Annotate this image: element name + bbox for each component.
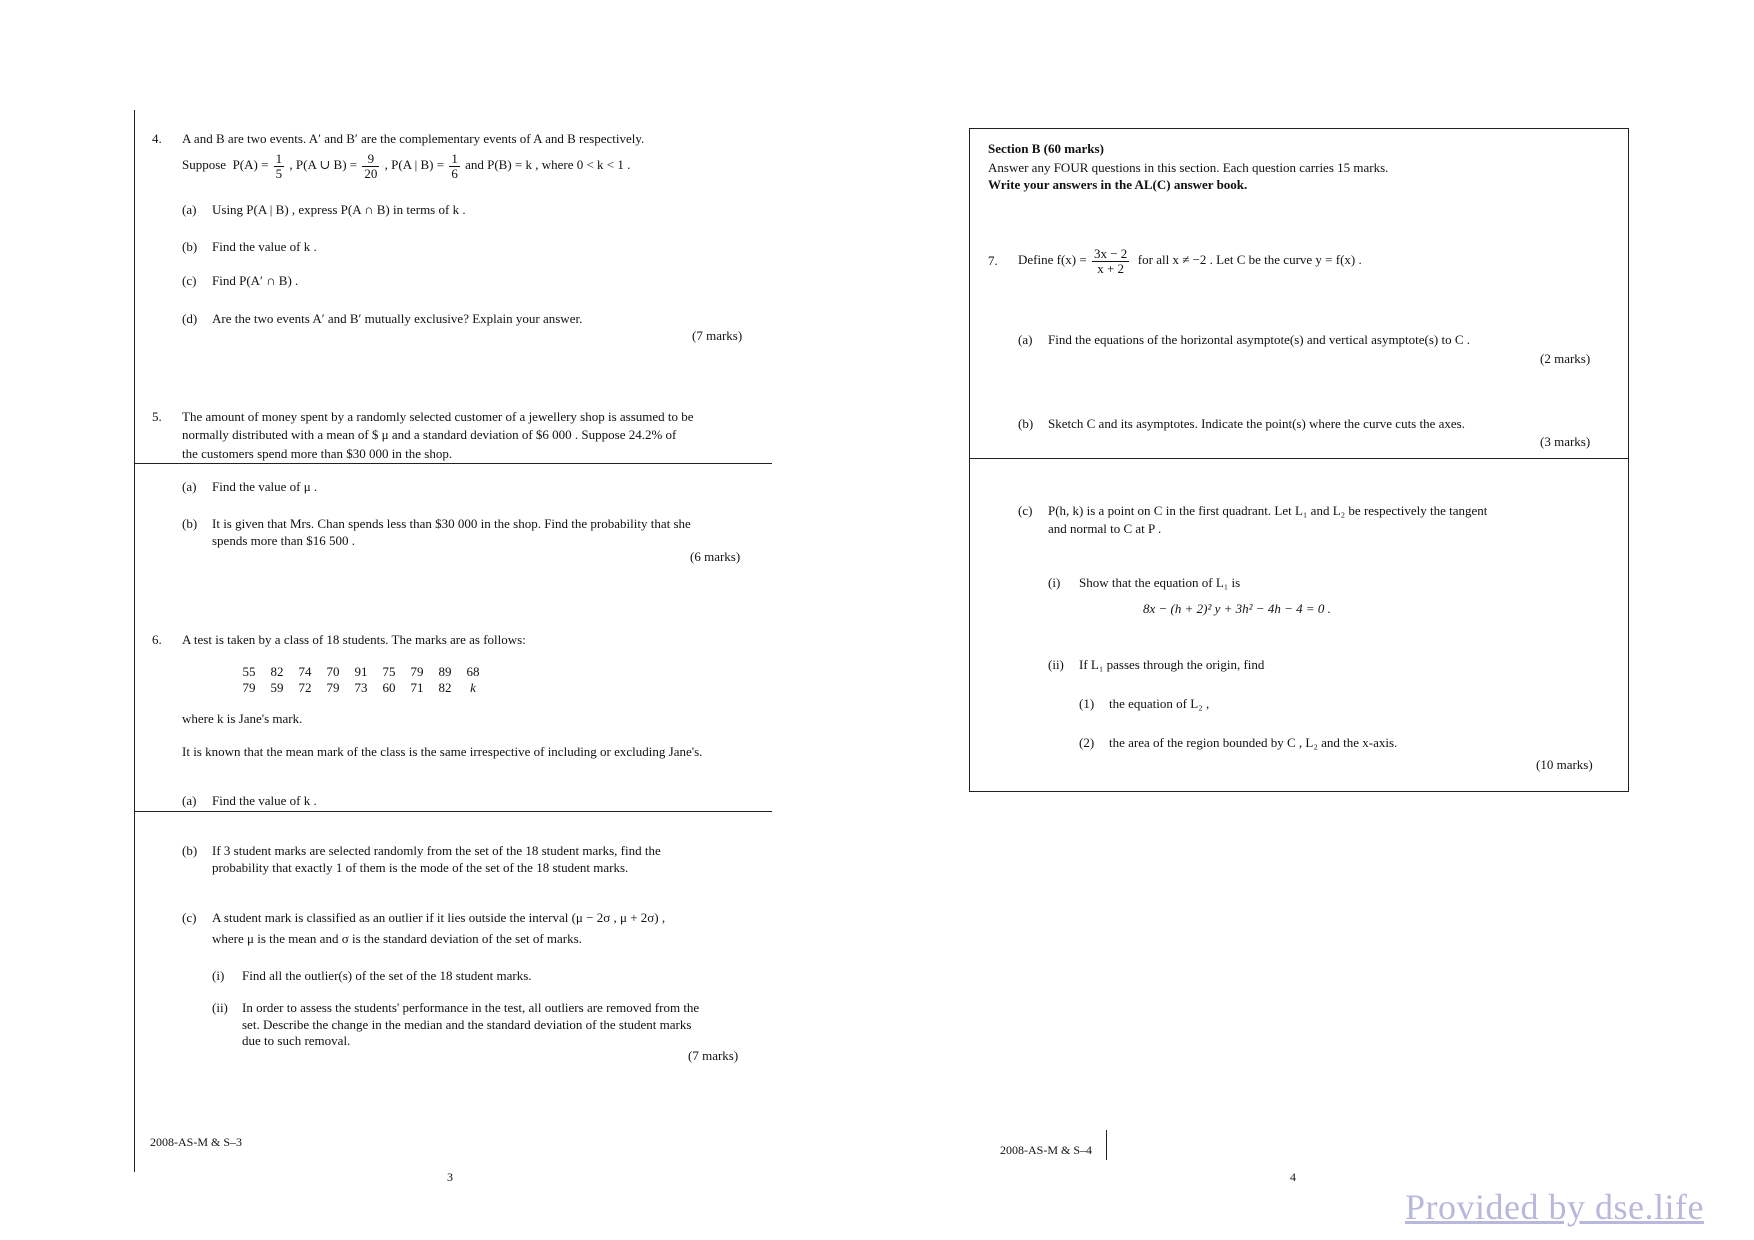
q4-pagb-label: , P(A | B) =: [384, 157, 445, 172]
left-footer: 2008-AS-M & S–3: [150, 1135, 243, 1149]
q6-marks-row-2: 79 59 72 79 73 60 71 82 k: [242, 680, 476, 695]
q6cii-line1: In order to assess the students' performance in the test, all outliers are removed from the: [242, 1000, 700, 1015]
q4-tail: and P(B) = k , where 0 < k < 1 .: [465, 157, 631, 172]
right-separator: [969, 458, 1628, 459]
left-separator-2: [134, 811, 772, 812]
q7c-label: (c): [1018, 503, 1033, 518]
q6-number: 6.: [152, 632, 162, 647]
right-question-box: [969, 128, 1629, 792]
q7c-line2: and normal to C at P .: [1048, 521, 1162, 536]
q7b-marks: (3 marks): [1540, 434, 1591, 449]
q7-line1: [1018, 243, 1362, 277]
q4c-label: (c): [182, 273, 197, 288]
q4-suppose: Suppose: [182, 157, 227, 172]
q6cii-label: (ii): [212, 1000, 228, 1015]
left-margin-line: [134, 110, 135, 1172]
q6-where: where k is Jane's mark.: [182, 711, 303, 726]
q7ci-text: Show that the equation of L₁ is: [1079, 575, 1241, 590]
q4a-label: (a): [182, 202, 197, 217]
q5a-label: (a): [182, 479, 197, 494]
q7-define: Define f(x) =: [1018, 252, 1087, 267]
q6ci-text: Find all the outlier(s) of the set of the 18 student marks.: [242, 968, 532, 983]
q5-line3: the customers spend more than $30 000 in the shop.: [182, 446, 453, 461]
q6b-line1: If 3 student marks are selected randomly from the set of the 18 student marks, find the: [212, 843, 661, 858]
q5b-line1: It is given that Mrs. Chan spends less than $30 000 in the shop. Find the probability that she: [212, 516, 691, 531]
q4-pa-fraction: $\frac{1}{5}$: [275, 150, 283, 181]
q4b-label: (b): [182, 239, 198, 254]
right-footer: 2008-AS-M & S–4: [1000, 1143, 1093, 1157]
q4-marks: (7 marks): [692, 328, 743, 343]
q7cii2-text: the area of the region bounded by C , L₂ and the x-axis.: [1109, 735, 1398, 750]
q7-number: 7.: [988, 253, 998, 268]
section-answer-book: Write your answers in the AL(C) answer book.: [988, 177, 1248, 192]
q4a-text: Using P(A | B) , express P(A ∩ B) in terms of k .: [212, 202, 466, 217]
q6-line1: A test is taken by a class of 18 students. The marks are as follows:: [182, 632, 526, 647]
q7ci-label: (i): [1048, 575, 1061, 590]
q6b-label: (b): [182, 843, 198, 858]
q6c-line2: where μ is the mean and σ is the standard deviation of the set of marks.: [212, 931, 582, 946]
right-footer-tick: [1106, 1130, 1107, 1160]
q7cii1-label: (1): [1079, 696, 1095, 711]
q4-number: 4.: [152, 131, 162, 146]
q4d-text: Are the two events A′ and B′ mutually exclusive? Explain your answer.: [212, 311, 583, 326]
q7-tail: for all x ≠ −2 . Let C be the curve y = f(x) .: [1137, 252, 1362, 267]
q5-line1: The amount of money spent by a randomly selected customer of a jewellery shop is assumed to be: [182, 409, 694, 424]
q4-line2: [182, 148, 630, 182]
q6-known: It is known that the mean mark of the class is the same irrespective of including or excluding Jane's.: [182, 744, 703, 759]
q7cii-label: (ii): [1048, 657, 1064, 672]
q7-f-fraction: $\frac{3x - 2}{x + 2}$: [1093, 245, 1128, 276]
q5b-line2: spends more than $16 500 .: [212, 533, 355, 548]
q6c-line1: A student mark is classified as an outlier if it lies outside the interval (μ − 2σ , μ + 2σ) ,: [212, 910, 666, 925]
q7c-line1: P(h, k) is a point on C in the first quadrant. Let L₁ and L₂ be respectively the tangent: [1048, 503, 1488, 518]
q6-marks: (7 marks): [688, 1048, 739, 1063]
q4-pagb-fraction: $\frac{1}{6}$: [451, 150, 458, 181]
q4d-label: (d): [182, 311, 198, 326]
q4-line1: A and B are two events. A′ and B′ are the complementary events of A and B respectively.: [182, 131, 645, 146]
q4c-text: Find P(A′ ∩ B) .: [212, 273, 299, 288]
q5-marks: (6 marks): [690, 549, 741, 564]
q5b-label: (b): [182, 516, 198, 531]
q4-pab-label: , P(A ∪ B) =: [289, 157, 358, 172]
left-page-number: 3: [447, 1170, 453, 1184]
section-title: Section B (60 marks): [988, 141, 1104, 156]
q6ci-label: (i): [212, 968, 225, 983]
q4b-text: Find the value of k .: [212, 239, 317, 254]
q7cii2-label: (2): [1079, 735, 1095, 750]
q7cii1-text: the equation of L₂ ,: [1109, 696, 1210, 711]
q7b-label: (b): [1018, 416, 1034, 431]
q4-pa-label: P(A) =: [232, 157, 269, 172]
q5-number: 5.: [152, 409, 162, 424]
q7-marks: (10 marks): [1536, 757, 1593, 772]
q7ci-equation: 8x − (h + 2)² y + 3h² − 4h − 4 = 0 .: [1143, 601, 1331, 616]
watermark-link[interactable]: Provided by dse.life: [1405, 1187, 1704, 1227]
q6a-text: Find the value of k .: [212, 793, 317, 808]
q7a-label: (a): [1018, 332, 1033, 347]
q7cii-text: If L₁ passes through the origin, find: [1079, 657, 1265, 672]
section-instructions: Answer any FOUR questions in this section. Each question carries 15 marks.: [988, 160, 1389, 175]
q5a-text: Find the value of μ .: [212, 479, 318, 494]
q6b-line2: probability that exactly 1 of them is the mode of the set of the 18 student marks.: [212, 860, 629, 875]
q6a-label: (a): [182, 793, 197, 808]
q6-marks-row-1: 55 82 74 70 91 75 79 89 68: [242, 664, 480, 679]
q7b-text: Sketch C and its asymptotes. Indicate the point(s) where the curve cuts the axes.: [1048, 416, 1465, 431]
q7a-text: Find the equations of the horizontal asymptote(s) and vertical asymptote(s) to C .: [1048, 332, 1471, 347]
left-separator-1: [134, 463, 772, 464]
q7a-marks: (2 marks): [1540, 351, 1591, 366]
q6c-label: (c): [182, 910, 197, 925]
q4-pab-fraction: $\frac{9}{20}$: [364, 150, 378, 181]
right-page-number: 4: [1290, 1170, 1296, 1184]
q6-marks-table: [235, 664, 487, 696]
q6cii-line3: due to such removal.: [242, 1033, 351, 1048]
q5-line2: normally distributed with a mean of $ μ and a standard deviation of $6 000 . Suppose 24.2% of: [182, 427, 677, 442]
q6cii-line2: set. Describe the change in the median and the standard deviation of the student marks: [242, 1017, 692, 1032]
